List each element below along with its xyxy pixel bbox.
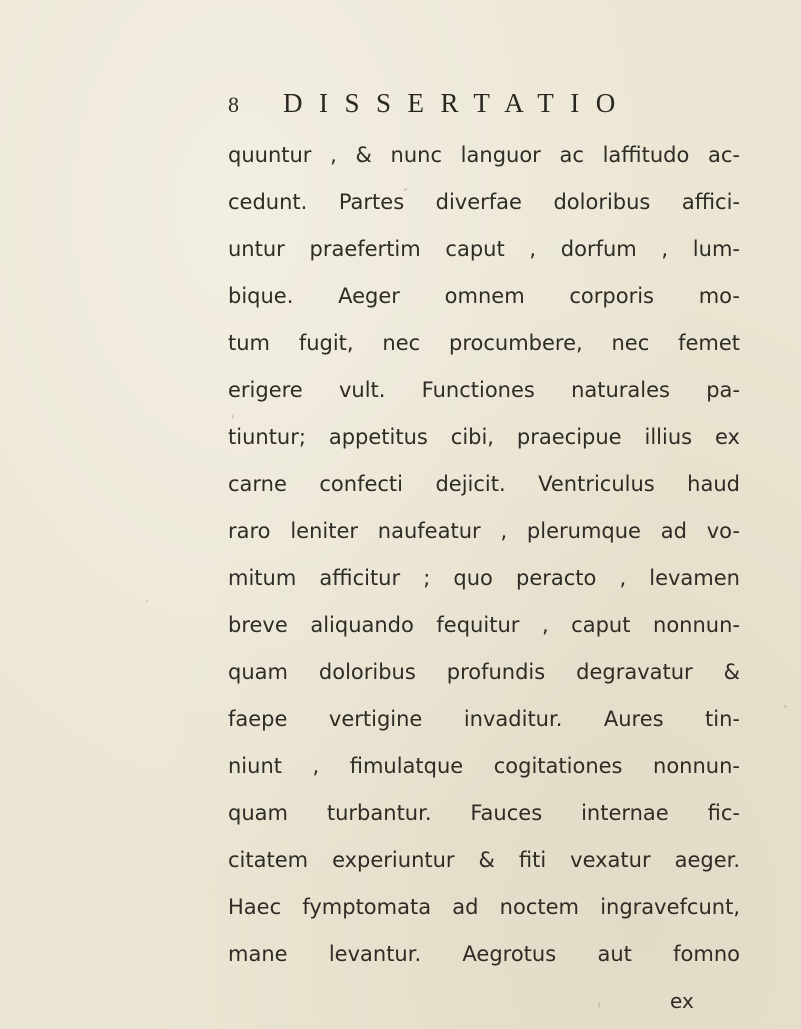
text-line: bique. Aeger omnem corporis mo-	[228, 284, 740, 308]
text-line: faepe vertigine invaditur. Aures tin-	[228, 707, 740, 731]
text-line: quam turbantur. Fauces internae fic-	[228, 801, 740, 825]
paper-speck	[404, 188, 407, 191]
text-line: untur praefertim caput , dorfum , lum-	[228, 237, 740, 261]
running-title: DISSERTATIO	[283, 88, 632, 118]
text-line: carne confecti dejicit. Ventriculus haud	[228, 472, 740, 496]
text-line: mitum afficitur ; quo peracto , levamen	[228, 566, 740, 590]
paper-speck	[146, 600, 148, 602]
text-line: tum fugit, nec procumbere, nec femet	[228, 331, 740, 355]
text-line: breve aliquando fequitur , caput nonnun-	[228, 613, 740, 637]
text-line: cedunt. Partes diverfae doloribus affici-	[228, 190, 740, 214]
text-line: erigere vult. Functiones naturales pa-	[228, 378, 740, 402]
paper-speck	[784, 705, 787, 708]
text-line: tiuntur; appetitus cibi, praecipue illius ex	[228, 425, 740, 449]
page-number: 8	[228, 92, 239, 117]
text-line: citatem experiuntur & fiti vexatur aeger.	[228, 848, 740, 872]
text-line: quam doloribus profundis degravatur &	[228, 660, 740, 684]
paper-speck	[598, 1002, 600, 1008]
text-line: quuntur , & nunc languor ac laffitudo ac-	[228, 143, 740, 167]
page-header	[228, 86, 632, 126]
catchword: ex	[670, 989, 694, 1013]
paper-speck	[232, 414, 234, 419]
text-line: Haec fymptomata ad noctem ingravefcunt,	[228, 895, 740, 919]
text-line: raro leniter naufeatur , plerumque ad vo-	[228, 519, 740, 543]
text-line: niunt , fimulatque cogitationes nonnun-	[228, 754, 740, 778]
text-line: mane levantur. Aegrotus aut fomno	[228, 942, 740, 966]
body-text	[228, 132, 740, 978]
